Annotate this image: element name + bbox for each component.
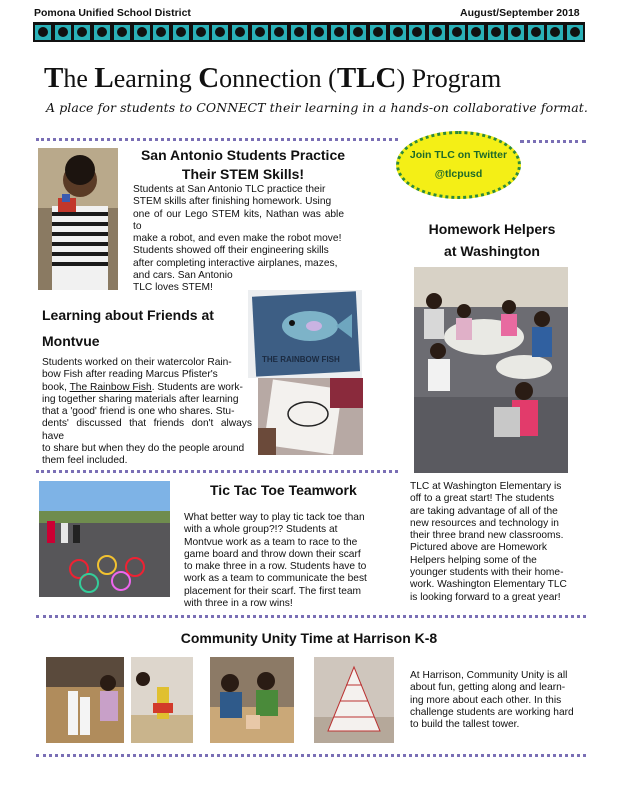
- strip-square: [252, 25, 268, 40]
- strip-dot: [38, 27, 48, 37]
- photo-painting-fish: [258, 378, 363, 455]
- divider-middle: [36, 470, 398, 473]
- harrison-heading: Community Unity Time at Harrison K-8: [180, 630, 438, 646]
- newsletter-title: The Learning Connection (TLC) Program: [44, 62, 502, 94]
- strip-dot: [176, 27, 186, 37]
- twitter-handle[interactable]: @tlcpusd: [434, 168, 483, 180]
- photo-harrison-2: [131, 657, 193, 743]
- san-antonio-article: Students at San Antonio TLC practice their STEM skills after finishing homework. Using one of our Lego STEM kits, Nathan was able to make a robot, and even make the robot move! Students showed off their engineering skills after completing interactive airplanes, mazes, and cars. San Antonio TLC loves STEM!: [133, 184, 344, 294]
- strip-square: [153, 25, 169, 40]
- strip-square: [74, 25, 90, 40]
- strip-square: [193, 25, 209, 40]
- strip-square: [409, 25, 425, 40]
- photo-homework-helpers: [414, 267, 568, 473]
- tictactoe-article: What better way to play tic tack toe than with a whole group?!? Students at Montvue work as a team to race to the game board and throw down their scarf to make three in a row. Students have to work as a team to communicate the best placement for their scarf. The first team with three in a row wins!: [184, 512, 367, 610]
- strip-square: [173, 25, 189, 40]
- divider-top-left: [36, 138, 398, 141]
- harrison-article: At Harrison, Community Unity is all about fun, getting along and learn- ing more about each other. In this challenge students are working hard to build the tallest tower.: [410, 670, 574, 731]
- strip-square: [390, 25, 406, 40]
- photo-rainbow-fish-book: [248, 290, 362, 378]
- strip-dot: [452, 27, 462, 37]
- strip-dot: [393, 27, 403, 37]
- divider-lower: [36, 615, 586, 618]
- strip-dot: [531, 27, 541, 37]
- strip-square: [291, 25, 307, 40]
- strip-dot: [511, 27, 521, 37]
- friends-heading: Learning about Friends at Montvue: [42, 307, 214, 349]
- issue-date: August/September 2018: [460, 7, 580, 19]
- tictactoe-heading: Tic Tac Toe Teamwork: [210, 482, 357, 498]
- strip-dot: [97, 27, 107, 37]
- san-antonio-heading: San Antonio Students Practice Their STEM Skills!: [140, 147, 346, 182]
- strip-dot: [491, 27, 501, 37]
- strip-square: [567, 25, 583, 40]
- strip-square: [55, 25, 71, 40]
- strip-square: [134, 25, 150, 40]
- decorative-dot-strip: [33, 22, 585, 42]
- photo-harrison-1: [46, 657, 124, 743]
- strip-square: [94, 25, 110, 40]
- strip-square: [350, 25, 366, 40]
- strip-dot: [471, 27, 481, 37]
- newsletter-subtitle: A place for students to CONNECT their learning in a hands-on collaborative format.: [46, 100, 589, 115]
- strip-dot: [432, 27, 442, 37]
- twitter-callout[interactable]: [396, 131, 521, 199]
- strip-square: [449, 25, 465, 40]
- strip-square: [370, 25, 386, 40]
- strip-square: [114, 25, 130, 40]
- washington-heading: Homework Helpers at Washington: [428, 221, 556, 259]
- svg-text:THE RAINBOW FISH: THE RAINBOW FISH: [262, 355, 340, 364]
- strip-dot: [314, 27, 324, 37]
- strip-dot: [570, 27, 580, 37]
- book-title-link: The Rainbow Fish: [69, 381, 152, 393]
- strip-square: [429, 25, 445, 40]
- photo-harrison-card-tower: [314, 657, 394, 743]
- strip-square: [311, 25, 327, 40]
- washington-article: TLC at Washington Elementary is off to a great start! The students are taking advantage of all of the new resources and technology in their three brand new classrooms. Pictured above are Homework Helpers helping some of the younger students with their home- work. Washington Elementary TLC is looking forward to a great year!: [410, 481, 567, 603]
- strip-dot: [353, 27, 363, 37]
- strip-dot: [117, 27, 127, 37]
- photo-tic-tac-toe: [39, 481, 170, 597]
- district-name: Pomona Unified School District: [34, 7, 191, 19]
- strip-square: [468, 25, 484, 40]
- strip-dot: [255, 27, 265, 37]
- strip-dot: [215, 27, 225, 37]
- strip-dot: [550, 27, 560, 37]
- twitter-label: Join TLC on Twitter: [409, 149, 508, 161]
- strip-square: [232, 25, 248, 40]
- strip-dot: [294, 27, 304, 37]
- strip-dot: [156, 27, 166, 37]
- photo-harrison-3: [210, 657, 294, 743]
- divider-bottom: [36, 754, 586, 757]
- photo-boy-with-robot: [38, 148, 118, 290]
- strip-square: [212, 25, 228, 40]
- friends-article: Students worked on their watercolor Rain- bow Fish after reading Marcus Pfister's book, The Rainbow Fish. Students are work- ing together sharing materials after learning that a 'good' friend is one who shares. Stu- dents' discussed that friends don't always have to share but when they do the people around them feel included.: [42, 357, 252, 467]
- strip-dot: [58, 27, 68, 37]
- strip-dot: [334, 27, 344, 37]
- strip-dot: [373, 27, 383, 37]
- strip-dot: [196, 27, 206, 37]
- strip-square: [528, 25, 544, 40]
- strip-square: [271, 25, 287, 40]
- strip-dot: [274, 27, 284, 37]
- strip-square: [547, 25, 563, 40]
- strip-dot: [77, 27, 87, 37]
- strip-dot: [137, 27, 147, 37]
- strip-square: [508, 25, 524, 40]
- strip-square: [35, 25, 51, 40]
- strip-square: [488, 25, 504, 40]
- strip-dot: [235, 27, 245, 37]
- strip-square: [331, 25, 347, 40]
- divider-top-right: [520, 140, 586, 143]
- strip-dot: [412, 27, 422, 37]
